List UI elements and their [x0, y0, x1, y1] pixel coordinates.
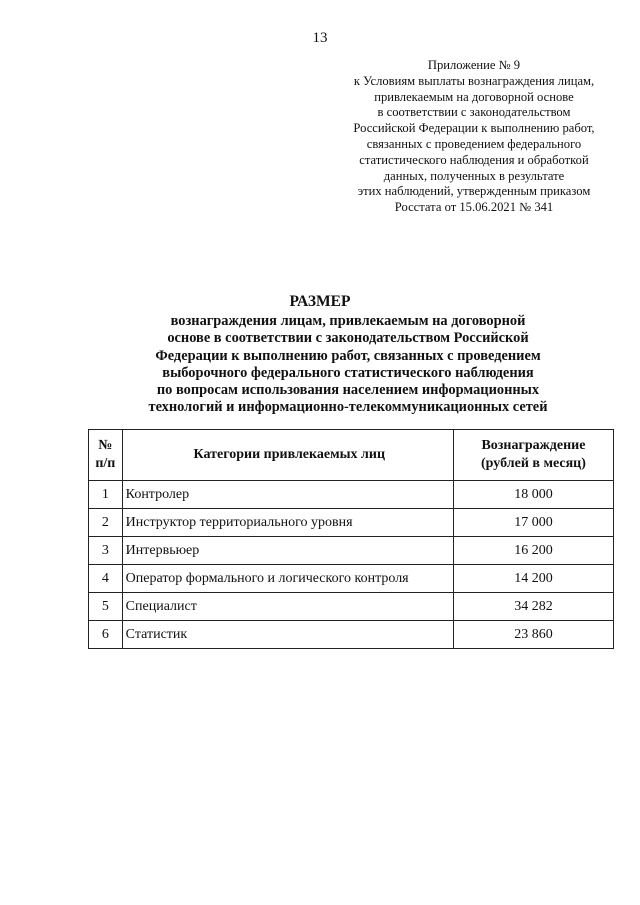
header-amount-line2: (рублей в месяц) [481, 456, 586, 471]
appendix-line: Российской Федерации к выполнению работ, [353, 121, 595, 136]
appendix-line: данных, полученных в результате [383, 168, 565, 183]
row-amount: 34 282 [453, 593, 613, 621]
row-category: Инструктор территориального уровня [122, 509, 453, 537]
row-number: 6 [89, 621, 123, 649]
table-row [89, 509, 614, 537]
appendix-block [340, 58, 608, 216]
table-row [89, 481, 614, 509]
subtitle-line: технологий и информационно-телекоммуникационных сетей [148, 399, 548, 416]
row-category: Интервьюер [122, 537, 453, 565]
row-category: Оператор формального и логического контроля [122, 565, 453, 593]
table-row [89, 593, 614, 621]
rates-table [88, 429, 614, 649]
subtitle-line: выборочного федерального статистического наблюдения [162, 364, 534, 381]
header-number [89, 430, 123, 481]
table-header-row [89, 430, 614, 481]
page-number: 13 [312, 30, 328, 46]
subtitle-line: Федерации к выполнению работ, связанных с проведением [155, 347, 541, 364]
header-amount-line1: Вознаграждение [481, 438, 586, 453]
appendix-line: статистического наблюдения и обработкой [359, 152, 589, 167]
row-amount: 14 200 [453, 565, 613, 593]
document-title: РАЗМЕР [289, 293, 351, 310]
table-row [89, 621, 614, 649]
subtitle-line: вознаграждения лицам, привлекаемым на договорной [170, 313, 526, 329]
row-number: 3 [89, 537, 123, 565]
row-number: 5 [89, 593, 123, 621]
row-number: 2 [89, 509, 123, 537]
row-amount: 16 200 [453, 537, 613, 565]
appendix-line: привлекаемым на договорной основе [374, 89, 574, 104]
row-category: Статистик [122, 621, 453, 649]
header-amount [453, 430, 613, 481]
row-amount: 17 000 [453, 509, 613, 537]
table-row [89, 537, 614, 565]
row-category: Контролер [122, 481, 453, 509]
appendix-line: Приложение № 9 [427, 58, 521, 72]
appendix-line: связанных с проведением федерального [366, 136, 582, 151]
appendix-line: этих наблюдений, утвержденным приказом [357, 184, 591, 199]
appendix-line: в соответствии с законодательством [377, 105, 571, 120]
appendix-line: к Условиям выплаты вознаграждения лицам, [353, 73, 595, 88]
row-category: Специалист [122, 593, 453, 621]
subtitle-line: основе в соответствии с законодательством Российской [167, 330, 529, 347]
row-number: 1 [89, 481, 123, 509]
document-subtitle [0, 313, 640, 417]
header-number-line1: № [98, 438, 113, 453]
row-amount: 18 000 [453, 481, 613, 509]
appendix-line: Росстата от 15.06.2021 № 341 [394, 200, 554, 215]
subtitle-line: по вопросам использования населением информационных [156, 382, 540, 399]
table-row [89, 565, 614, 593]
header-category: Категории привлекаемых лиц [122, 430, 453, 481]
header-number-line2: п/п [95, 456, 116, 471]
row-amount: 23 860 [453, 621, 613, 649]
row-number: 4 [89, 565, 123, 593]
